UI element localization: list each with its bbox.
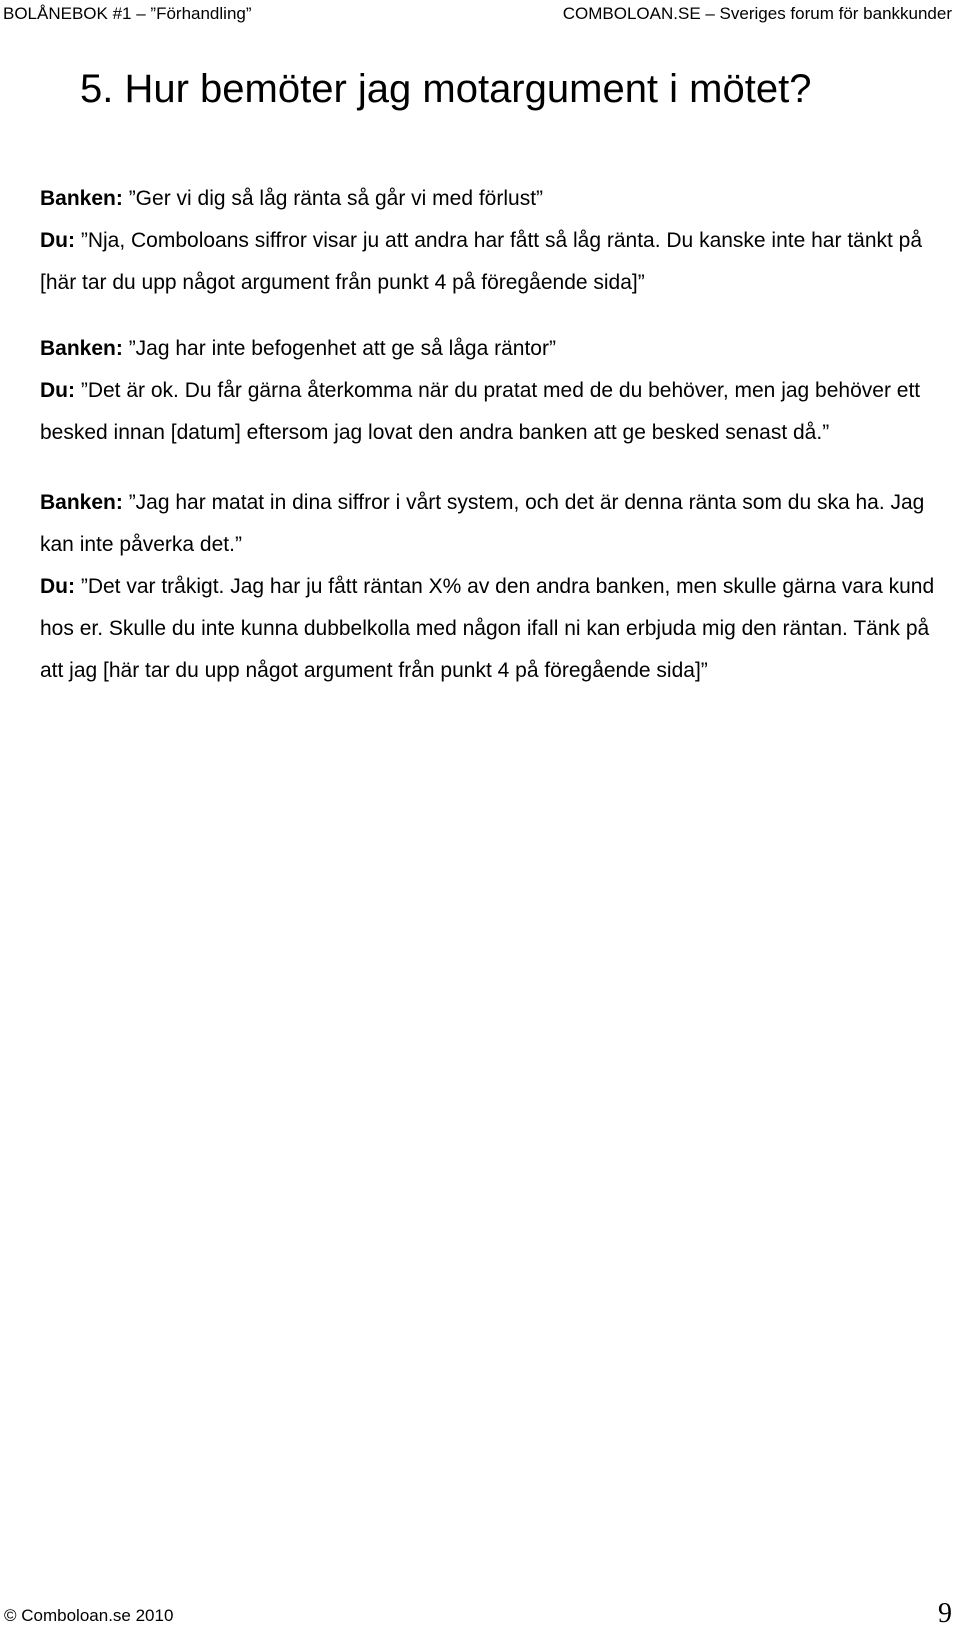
you-speaker-label: Du: (40, 575, 75, 598)
page-header (3, 2, 952, 26)
exchange-3 (40, 482, 955, 692)
bank-statement: ”Jag har inte befogenhet att ge så låga räntor” (122, 337, 556, 360)
dialogue-section (40, 178, 955, 692)
you-line (40, 566, 955, 692)
bank-statement: ”Jag har matat in dina siffror i vårt system, och det är denna ränta som du ska ha. Jag kan inte påverka det.” (40, 491, 925, 556)
you-speaker-label: Du: (40, 229, 75, 252)
page-title: 5. Hur bemöter jag motargument i mötet? (80, 67, 812, 111)
footer-copyright: © Comboloan.se 2010 (4, 1606, 174, 1625)
you-speaker-label: Du: (40, 379, 75, 402)
exchange-1 (40, 178, 955, 304)
bank-speaker-label: Banken: (40, 337, 123, 360)
you-line (40, 220, 955, 304)
you-response: ”Det var tråkigt. Jag har ju fått räntan X% av den andra banken, men skulle gärna vara kund hos er. Skulle du inte kunna dubbelkolla med någon ifall ni kan erbjuda mig den räntan. Tänk på att jag [här tar du upp något argument från punkt 4 på föregående sida]” (40, 575, 935, 682)
bank-line (40, 178, 955, 220)
bank-line (40, 482, 955, 566)
bank-statement: ”Ger vi dig så låg ränta så går vi med förlust” (122, 187, 544, 210)
you-line (40, 370, 955, 454)
you-response: ”Nja, Comboloans siffror visar ju att andra har fått så låg ränta. Du kanske inte har tänkt på [här tar du upp något argument från punkt 4 på föregående sida]” (40, 229, 923, 294)
bank-line (40, 328, 955, 370)
exchange-2 (40, 328, 955, 454)
header-right-text: COMBOLOAN.SE – Sveriges forum för bankkunder (562, 4, 952, 23)
bank-speaker-label: Banken: (40, 491, 123, 514)
page-number: 9 (938, 1598, 952, 1629)
header-left-text: BOLÅNEBOK #1 – ”Förhandling” (3, 4, 252, 23)
you-response: ”Det är ok. Du får gärna återkomma när du pratat med de du behöver, men jag behöver ett besked innan [datum] eftersom jag lovat den andra banken att ge besked senast då.” (40, 379, 921, 444)
bank-speaker-label: Banken: (40, 187, 123, 210)
